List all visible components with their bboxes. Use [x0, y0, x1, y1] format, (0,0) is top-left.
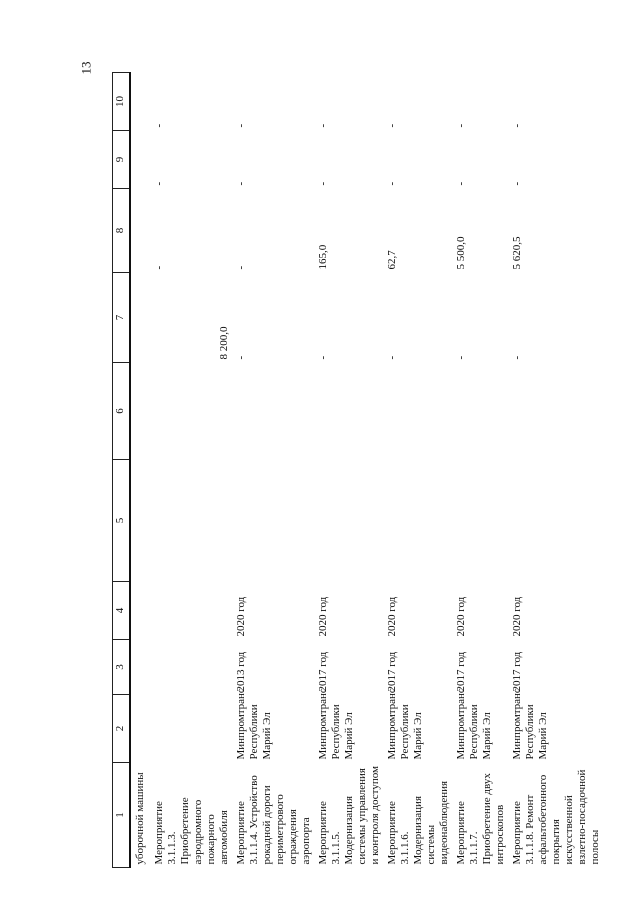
column-header-2: 2	[113, 695, 131, 763]
end-year-cell: 2020 год	[455, 596, 467, 637]
value-cell-10: -	[386, 123, 398, 128]
value-cell-9: -	[455, 181, 467, 186]
value-cell-8: 62,7	[386, 250, 398, 270]
value-cell-6	[233, 363, 315, 460]
value-cell-9: -	[153, 181, 165, 186]
page-number: 13	[78, 61, 94, 75]
value-cell-6	[509, 363, 604, 460]
value-cell-7: -	[235, 355, 247, 360]
value-cell-6	[151, 363, 233, 460]
table-row	[509, 73, 604, 868]
value-cell-6	[453, 363, 509, 460]
column-header-4: 4	[113, 582, 131, 640]
value-cell-8: 5 620,5	[511, 236, 523, 270]
value-cell-10: -	[153, 123, 165, 128]
column-header-9: 9	[113, 131, 131, 189]
continuation-text: уборочной машины	[134, 772, 146, 865]
end-year-cell	[151, 582, 233, 640]
value-cell-7: -	[511, 355, 523, 360]
end-year-cell: 2020 год	[386, 596, 398, 637]
value-cell-5	[384, 460, 453, 582]
executor-cell: Минпромтранс Республики Марий Эл	[317, 688, 355, 760]
table-row	[151, 73, 233, 868]
column-header-3: 3	[113, 640, 131, 695]
value-cell-8: 5 500,0	[455, 236, 467, 270]
column-number-header-row	[113, 73, 131, 868]
value-cell-10: -	[235, 123, 247, 128]
value-cell-8: -	[153, 265, 165, 270]
column-header-7: 7	[113, 273, 131, 363]
activity-cell: Мероприятие 3.1.1.8. Ремонт асфальтобетонного покрытия искусственной взлетно-посадочной полосы	[511, 769, 601, 865]
value-cell-7: -	[455, 355, 467, 360]
value-cell-6	[384, 363, 453, 460]
continuation-row	[130, 73, 151, 868]
value-cell-7: -	[386, 355, 398, 360]
value-cell-9: -	[317, 181, 329, 186]
table-row	[233, 73, 315, 868]
value-cell-9: -	[235, 181, 247, 186]
value-cell-10: -	[455, 123, 467, 128]
end-year-cell: 2020 год	[317, 596, 329, 637]
value-cell-5	[315, 460, 384, 582]
value-cell-5	[233, 460, 315, 582]
column-header-5: 5	[113, 460, 131, 582]
table-row	[453, 73, 509, 868]
program-activities-table	[112, 72, 604, 868]
value-cell-8: 165,0	[317, 244, 329, 270]
column-header-1: 1	[113, 763, 131, 868]
value-cell-10: -	[511, 123, 523, 128]
value-cell-7: 8 200,0	[218, 326, 230, 360]
column-header-10: 10	[113, 73, 131, 131]
column-header-6: 6	[113, 363, 131, 460]
activity-cell: Мероприятие 3.1.1.4. Устройство рокадной дороги периметрового ограждения аэропорта	[235, 775, 312, 865]
executor-cell: Минпромтранс Республики Марий Эл	[455, 688, 493, 760]
table-row	[384, 73, 453, 868]
value-cell-7: -	[317, 355, 329, 360]
executor-cell: Минпромтранс Республики Марий Эл	[386, 688, 424, 760]
value-cell-10: -	[317, 123, 329, 128]
end-year-cell: 2020 год	[235, 596, 247, 637]
start-year-cell: 2013 год	[235, 651, 247, 692]
executor-cell: Минпромтранс Республики Марий Эл	[235, 688, 273, 760]
value-cell-8: -	[235, 265, 247, 270]
column-header-8: 8	[113, 189, 131, 273]
value-cell-5	[509, 460, 604, 582]
start-year-cell: 2017 год	[317, 651, 329, 692]
executor-cell: Минпромтранс Республики Марий Эл	[511, 688, 549, 760]
start-year-cell: 2017 год	[511, 651, 523, 692]
rotated-table-container	[112, 73, 601, 868]
value-cell-9: -	[386, 181, 398, 186]
executor-cell	[151, 695, 233, 763]
activity-cell: Мероприятие 3.1.1.7. Приобретение двух интроскопов	[455, 773, 506, 865]
start-year-cell: 2017 год	[455, 651, 467, 692]
start-year-cell: 2017 год	[386, 651, 398, 692]
value-cell-5	[453, 460, 509, 582]
table-row	[315, 73, 384, 868]
value-cell-9: -	[511, 181, 523, 186]
activity-cell: Мероприятие 3.1.1.5. Модернизация системы управления и контроля доступом	[317, 766, 381, 865]
activity-cell: Мероприятие 3.1.1.6. Модернизация системы видеонаблюдения	[386, 780, 450, 865]
value-cell-6	[315, 363, 384, 460]
start-year-cell	[151, 640, 233, 695]
end-year-cell: 2020 год	[511, 596, 523, 637]
value-cell-5	[151, 460, 233, 582]
activity-cell: Мероприятие 3.1.1.3. Приобретение аэродромного пожарного автомобиля	[153, 797, 230, 865]
